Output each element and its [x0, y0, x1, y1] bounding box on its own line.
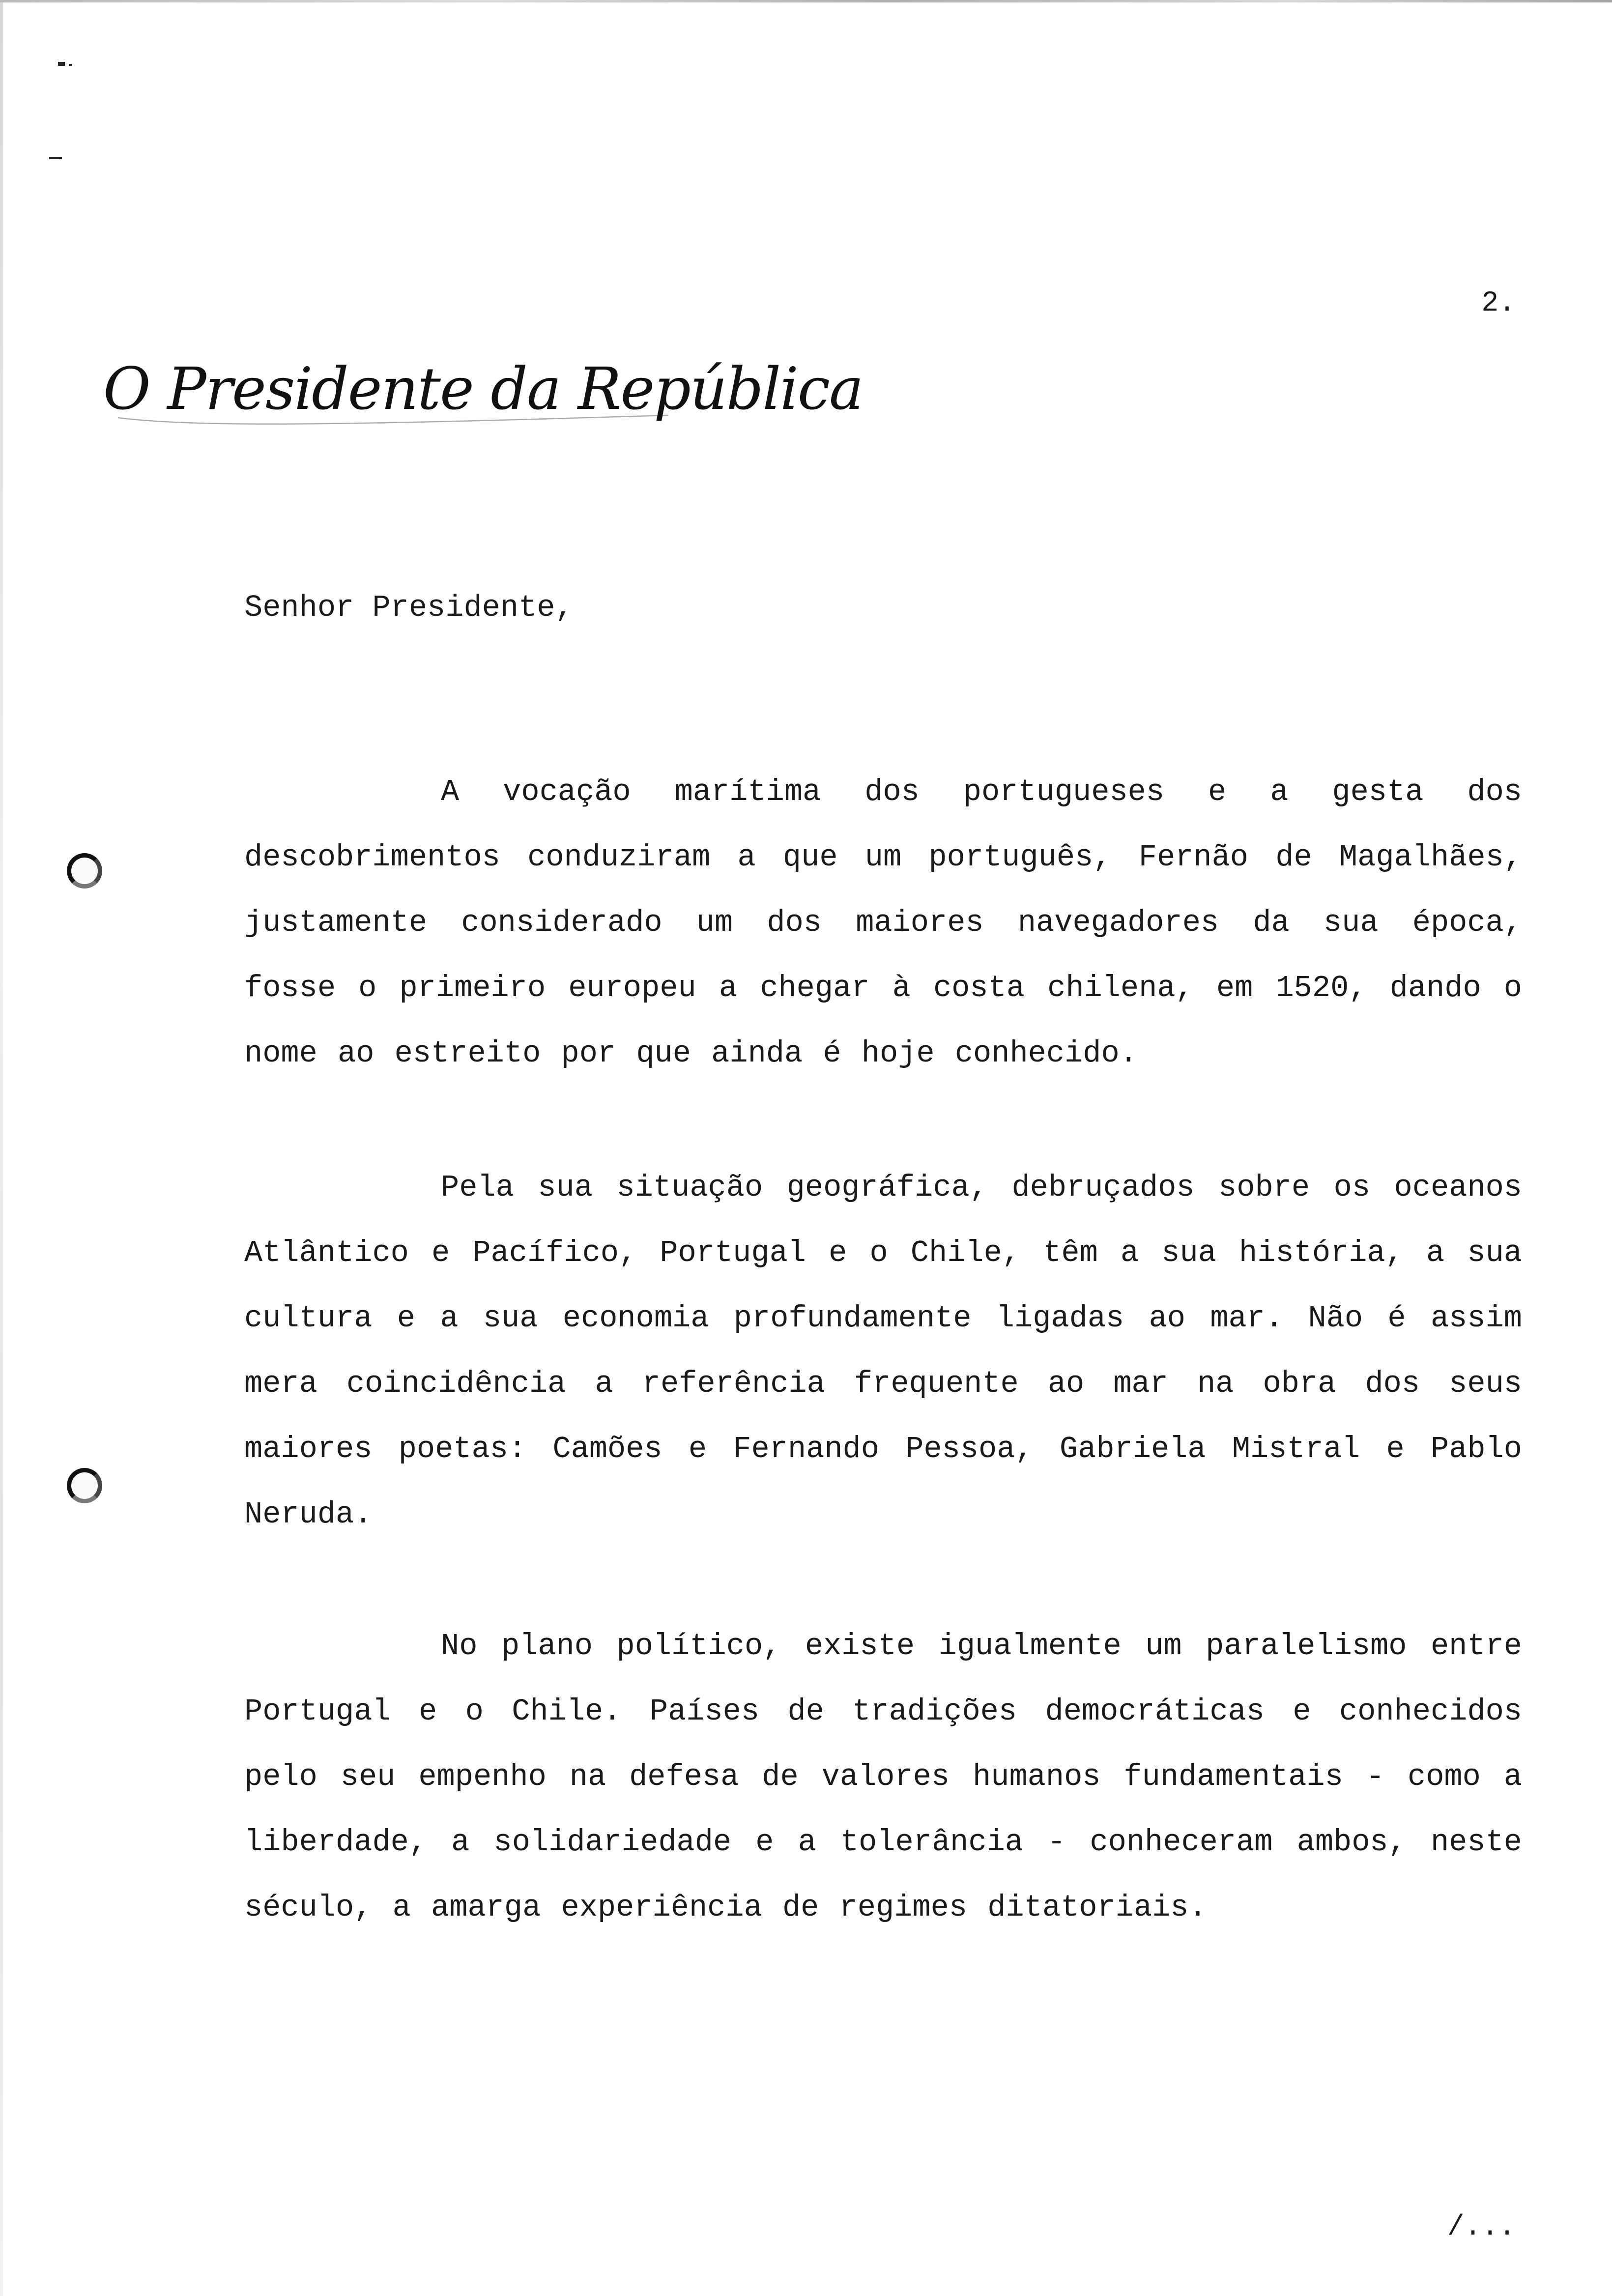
- paragraph-politics: No plano político, existe igualmente um paralelismo entre Portugal e o Chile. Países de tradições democráticas e conhecidos pelo seu empenho na defesa de valores humanos fundamentais - como a liberdade, a solidariedade e a tolerância - conheceram ambos, neste século, a amarga experiência de regimes ditatoriais.: [244, 1629, 1522, 1925]
- margin-mark-dash: [49, 157, 62, 159]
- paragraph-magalhaes: A vocação marítima dos portugueses e a gesta dos descobrimentos conduziram a que um português, Fernão de Magalhães, justamente considerado um dos maiores navegadores da sua época, fosse o primeiro europeu a chegar à costa chilena, em 1520, dando o nome ao estreito por que ainda é hoje conhecido.: [244, 775, 1522, 1071]
- punch-hole-upper: [67, 853, 102, 889]
- letterhead-script: [98, 344, 863, 442]
- margin-mark-top-dot: [69, 64, 72, 66]
- scan-top-edge: [0, 0, 1612, 2]
- paragraph-geography: Pela sua situação geográfica, debruçados sobre os oceanos Atlântico e Pacífico, Portugal e o Chile, têm a sua história, a sua cultura e a sua economia profundamente ligadas ao mar. Não é assim mera coincidência a referência frequente ao mar na obra dos seus maiores poetas: Camões e Fernando Pessoa, Gabriela Mistral e Pablo Neruda.: [244, 1170, 1522, 1532]
- continuation-mark: /...: [1447, 2211, 1516, 2243]
- scan-left-edge: [0, 0, 3, 2296]
- punch-hole-lower: [67, 1468, 102, 1503]
- margin-mark-top: [58, 62, 65, 66]
- salutation: Senhor Presidente,: [244, 590, 574, 625]
- page-number: 2.: [1481, 287, 1516, 319]
- letterhead-text: O Presidente da República: [103, 355, 863, 423]
